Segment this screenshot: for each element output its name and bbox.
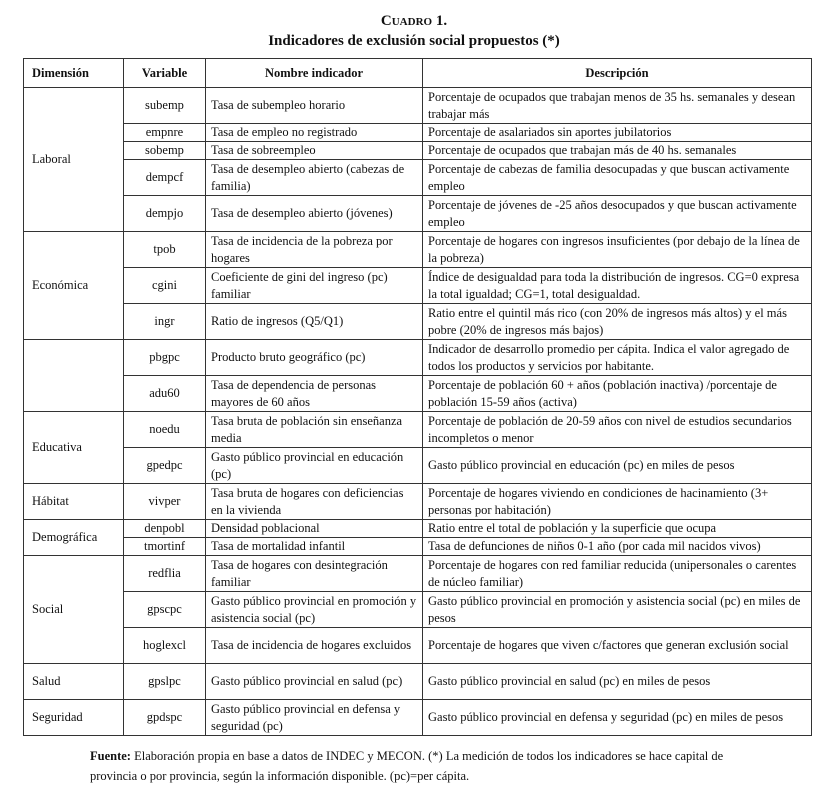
description-cell: Porcentaje de hogares viviendo en condiciones de hacinamiento (3+ personas por habitación) — [423, 484, 812, 520]
description-cell: Porcentaje de hogares con ingresos insuficientes (por debajo de la línea de la pobreza) — [423, 232, 812, 268]
indicator-name-cell: Tasa de empleo no registrado — [206, 124, 423, 142]
indicator-name-cell: Gasto público provincial en defensa y seguridad (pc) — [206, 700, 423, 736]
table-row — [24, 664, 812, 700]
description-cell: Porcentaje de población 60 + años (población inactiva) /porcentaje de población 15-59 años (activa) — [423, 376, 812, 412]
table-title: Indicadores de exclusión social propuestos (*) — [268, 33, 560, 49]
dimension-cell: Social — [24, 556, 124, 664]
variable-cell: empnre — [124, 124, 206, 142]
footnote — [90, 746, 750, 786]
variable-cell: gpdspc — [124, 700, 206, 736]
indicator-name-cell: Tasa de sobreempleo — [206, 142, 423, 160]
description-cell: Porcentaje de hogares con red familiar reducida (unipersonales o carentes de núcleo familiar) — [423, 556, 812, 592]
description-cell: Ratio entre el total de población y la superficie que ocupa — [423, 520, 812, 538]
variable-cell: gpscpc — [124, 592, 206, 628]
dimension-cell: Salud — [24, 664, 124, 700]
indicator-name-cell: Tasa de desempleo abierto (jóvenes) — [206, 196, 423, 232]
table-row — [24, 628, 812, 664]
variable-cell: subemp — [124, 88, 206, 124]
table-row — [24, 376, 812, 412]
indicator-name-cell: Tasa de incidencia de hogares excluidos — [206, 628, 423, 664]
description-cell: Porcentaje de asalariados sin aportes jubilatorios — [423, 124, 812, 142]
variable-cell: redflia — [124, 556, 206, 592]
description-cell: Porcentaje de ocupados que trabajan menos de 35 hs. semanales y desean trabajar más — [423, 88, 812, 124]
description-cell: Gasto público provincial en promoción y asistencia social (pc) en miles de pesos — [423, 592, 812, 628]
description-cell: Ratio entre el quintil más rico (con 20% de ingresos más altos) y el más pobre (20% de ingresos más bajos) — [423, 304, 812, 340]
dimension-cell — [24, 340, 124, 412]
table-row — [24, 232, 812, 268]
dimension-cell: Económica — [24, 232, 124, 340]
description-cell: Porcentaje de jóvenes de -25 años desocupados y que buscan activamente empleo — [423, 196, 812, 232]
table-row — [24, 520, 812, 538]
variable-cell: cgini — [124, 268, 206, 304]
description-cell: Porcentaje de ocupados que trabajan más de 40 hs. semanales — [423, 142, 812, 160]
indicator-name-cell: Gasto público provincial en promoción y asistencia social (pc) — [206, 592, 423, 628]
table-caption-label: Cuadro 1. — [380, 13, 448, 29]
table-row — [24, 124, 812, 142]
description-cell: Porcentaje de cabezas de familia desocupadas y que buscan activamente empleo — [423, 160, 812, 196]
table-row — [24, 88, 812, 124]
table-body — [24, 88, 812, 736]
indicator-name-cell: Tasa de mortalidad infantil — [206, 538, 423, 556]
table-row — [24, 484, 812, 520]
table-row — [24, 448, 812, 484]
table-row — [24, 268, 812, 304]
dimension-cell: Hábitat — [24, 484, 124, 520]
table-row — [24, 592, 812, 628]
header-dimension: Dimensión — [24, 59, 124, 88]
variable-cell: denpobl — [124, 520, 206, 538]
variable-cell: dempjo — [124, 196, 206, 232]
table-header-row — [24, 59, 812, 88]
description-cell: Índice de desigualdad para toda la distribución de ingresos. CG=0 expresa la total igualdad; CG=1, total desigualdad. — [423, 268, 812, 304]
variable-cell: tpob — [124, 232, 206, 268]
table-row — [24, 538, 812, 556]
indicator-name-cell: Densidad poblacional — [206, 520, 423, 538]
footnote-label: Fuente: — [90, 749, 131, 763]
table-row — [24, 412, 812, 448]
header-indicator-name: Nombre indicador — [206, 59, 423, 88]
description-cell: Gasto público provincial en defensa y seguridad (pc) en miles de pesos — [423, 700, 812, 736]
indicators-table — [23, 58, 812, 736]
footnote-text: Elaboración propia en base a datos de INDEC y MECON. (*) La medición de todos los indicadores se hace capital de provincia o por provincia, según la información disponible. (pc)=per cápita. — [90, 749, 724, 783]
table-row — [24, 700, 812, 736]
indicator-name-cell: Tasa de dependencia de personas mayores de 60 años — [206, 376, 423, 412]
variable-cell: hoglexcl — [124, 628, 206, 664]
variable-cell: pbgpc — [124, 340, 206, 376]
header-variable: Variable — [124, 59, 206, 88]
description-cell: Indicador de desarrollo promedio per cápita. Indica el valor agregado de todos los productos y servicios por habitante. — [423, 340, 812, 376]
indicator-name-cell: Tasa bruta de población sin enseñanza media — [206, 412, 423, 448]
dimension-cell: Seguridad — [24, 700, 124, 736]
description-cell: Gasto público provincial en educación (pc) en miles de pesos — [423, 448, 812, 484]
table-row — [24, 142, 812, 160]
variable-cell: gpslpc — [124, 664, 206, 700]
table-row — [24, 304, 812, 340]
indicator-name-cell: Coeficiente de gini del ingreso (pc) familiar — [206, 268, 423, 304]
variable-cell: gpedpc — [124, 448, 206, 484]
indicator-name-cell: Tasa de subempleo horario — [206, 88, 423, 124]
indicator-name-cell: Tasa de desempleo abierto (cabezas de familia) — [206, 160, 423, 196]
variable-cell: dempcf — [124, 160, 206, 196]
variable-cell: tmortinf — [124, 538, 206, 556]
indicator-name-cell: Gasto público provincial en salud (pc) — [206, 664, 423, 700]
dimension-cell: Educativa — [24, 412, 124, 484]
variable-cell: noedu — [124, 412, 206, 448]
header-description: Descripción — [423, 59, 812, 88]
indicator-name-cell: Tasa de incidencia de la pobreza por hogares — [206, 232, 423, 268]
variable-cell: adu60 — [124, 376, 206, 412]
variable-cell: vivper — [124, 484, 206, 520]
indicator-name-cell: Ratio de ingresos (Q5/Q1) — [206, 304, 423, 340]
description-cell: Porcentaje de población de 20-59 años con nivel de estudios secundarios incompletos o menor — [423, 412, 812, 448]
description-cell: Tasa de defunciones de niños 0-1 año (por cada mil nacidos vivos) — [423, 538, 812, 556]
indicator-name-cell: Tasa bruta de hogares con deficiencias en la vivienda — [206, 484, 423, 520]
variable-cell: ingr — [124, 304, 206, 340]
table-row — [24, 160, 812, 196]
table-row — [24, 556, 812, 592]
description-cell: Porcentaje de hogares que viven c/factores que generan exclusión social — [423, 628, 812, 664]
indicator-name-cell: Producto bruto geográfico (pc) — [206, 340, 423, 376]
dimension-cell: Demográfica — [24, 520, 124, 556]
table-row — [24, 196, 812, 232]
table-row — [24, 340, 812, 376]
indicator-name-cell: Gasto público provincial en educación (pc) — [206, 448, 423, 484]
variable-cell: sobemp — [124, 142, 206, 160]
description-cell: Gasto público provincial en salud (pc) en miles de pesos — [423, 664, 812, 700]
dimension-cell: Laboral — [24, 88, 124, 232]
indicator-name-cell: Tasa de hogares con desintegración familiar — [206, 556, 423, 592]
